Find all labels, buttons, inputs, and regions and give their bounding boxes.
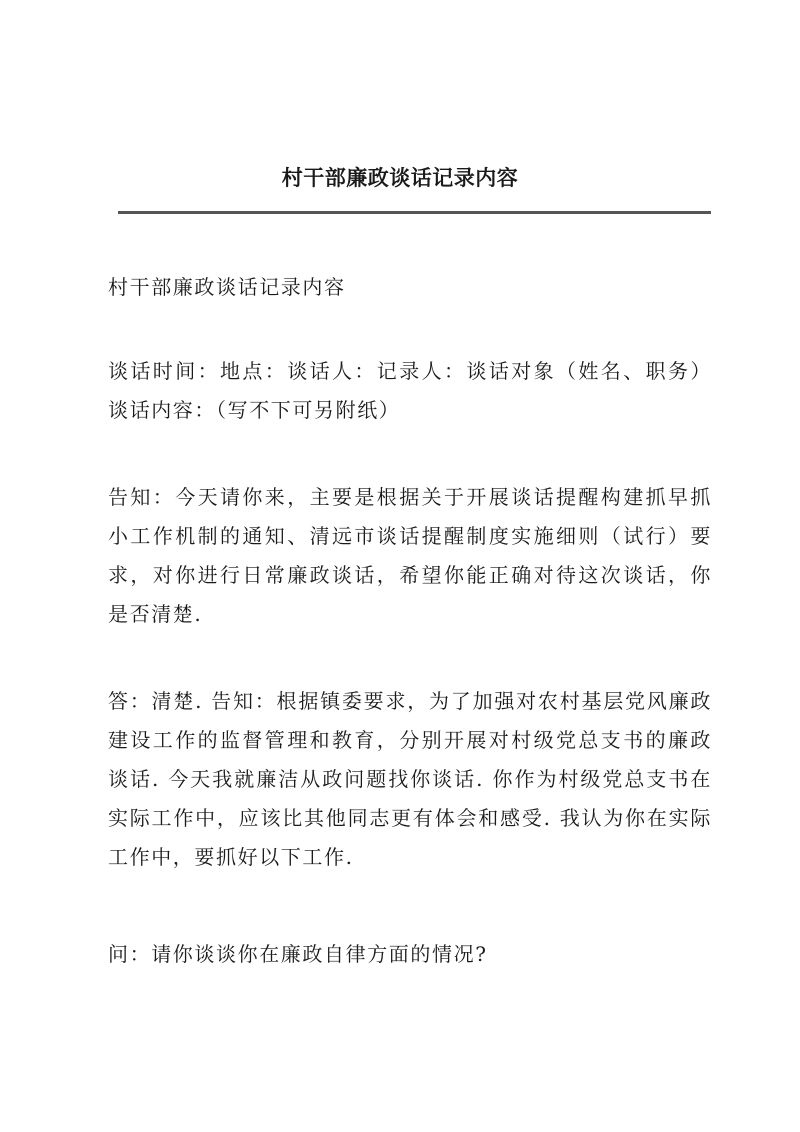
- title-divider: [118, 211, 711, 214]
- paragraph-question: 问：请你谈谈你在廉政自律方面的情况?: [108, 942, 488, 966]
- document-title: 村干部廉政谈话记录内容: [281, 165, 519, 190]
- paragraph-answer: 答：清楚. 告知：根据镇委要求，为了加强对农村基层党风廉政建设工作的监督管理和教育，分别开展对村级党总支书的廉政谈话. 今天我就廉洁从政问题找你谈话. 你作为村级党总支书在实际工作中，应该比其他同志更有体会和感受. 我认为你在实际工作中，要抓好以下工作.: [108, 689, 712, 869]
- paragraph-meeting-info: 谈话时间：地点：谈话人：记录人：谈话对象（姓名、职务）谈话内容：（写不下可另附纸）: [108, 359, 712, 422]
- paragraph-heading: 村干部廉政谈话记录内容: [108, 275, 346, 299]
- paragraph-notice: 告知：今天请你来，主要是根据关于开展谈话提醒构建抓早抓小工作机制的通知、清远市谈话提醒制度实施细则（试行）要求，对你进行日常廉政谈话，希望你能正确对待这次谈话，你是否清楚.: [108, 485, 712, 626]
